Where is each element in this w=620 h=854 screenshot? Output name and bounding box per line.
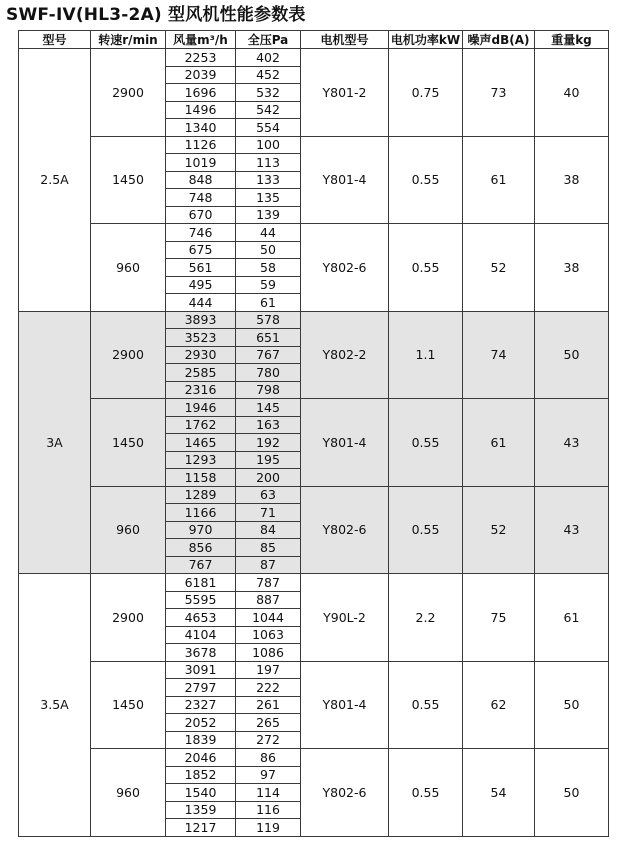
table-row <box>19 224 609 242</box>
model-cell: 3A <box>19 311 91 574</box>
pressure-cell: 532 <box>236 84 301 102</box>
power-cell: 0.55 <box>389 661 463 749</box>
pressure-cell: 222 <box>236 679 301 697</box>
table-row <box>19 749 609 767</box>
flow-cell: 4653 <box>166 609 236 627</box>
pressure-cell: 145 <box>236 399 301 417</box>
flow-cell: 561 <box>166 259 236 277</box>
header-weight: 重量kg <box>535 31 609 49</box>
motor-cell: Y802-2 <box>301 311 389 399</box>
power-cell: 0.55 <box>389 136 463 224</box>
flow-cell: 2039 <box>166 66 236 84</box>
flow-cell: 1019 <box>166 154 236 172</box>
pressure-cell: 61 <box>236 294 301 312</box>
pressure-cell: 135 <box>236 189 301 207</box>
noise-cell: 74 <box>463 311 535 399</box>
flow-cell: 2930 <box>166 346 236 364</box>
flow-cell: 675 <box>166 241 236 259</box>
flow-cell: 970 <box>166 521 236 539</box>
flow-cell: 2585 <box>166 364 236 382</box>
flow-cell: 2316 <box>166 381 236 399</box>
motor-cell: Y802-6 <box>301 749 389 837</box>
header-speed: 转速r/min <box>91 31 166 49</box>
pressure-cell: 195 <box>236 451 301 469</box>
weight-cell: 61 <box>535 574 609 662</box>
flow-cell: 1289 <box>166 486 236 504</box>
weight-cell: 40 <box>535 49 609 137</box>
power-cell: 1.1 <box>389 311 463 399</box>
flow-cell: 2052 <box>166 714 236 732</box>
speed-cell: 2900 <box>91 574 166 662</box>
pressure-cell: 798 <box>236 381 301 399</box>
flow-cell: 1293 <box>166 451 236 469</box>
flow-cell: 3091 <box>166 661 236 679</box>
noise-cell: 61 <box>463 136 535 224</box>
model-cell: 3.5A <box>19 574 91 837</box>
pressure-cell: 84 <box>236 521 301 539</box>
motor-cell: Y801-2 <box>301 49 389 137</box>
speed-cell: 960 <box>91 224 166 312</box>
table-row <box>19 486 609 504</box>
flow-cell: 1762 <box>166 416 236 434</box>
pressure-cell: 1086 <box>236 644 301 662</box>
table-row <box>19 661 609 679</box>
flow-cell: 2327 <box>166 696 236 714</box>
flow-cell: 3893 <box>166 311 236 329</box>
pressure-cell: 58 <box>236 259 301 277</box>
flow-cell: 748 <box>166 189 236 207</box>
pressure-cell: 97 <box>236 766 301 784</box>
noise-cell: 52 <box>463 486 535 574</box>
motor-cell: Y801-4 <box>301 136 389 224</box>
pressure-cell: 272 <box>236 731 301 749</box>
power-cell: 0.55 <box>389 749 463 837</box>
flow-cell: 2253 <box>166 49 236 67</box>
weight-cell: 50 <box>535 311 609 399</box>
header-row <box>19 31 609 49</box>
noise-cell: 61 <box>463 399 535 487</box>
pressure-cell: 86 <box>236 749 301 767</box>
pressure-cell: 59 <box>236 276 301 294</box>
speed-cell: 960 <box>91 486 166 574</box>
page-title: SWF-IV(HL3-2A) 型风机性能参数表 <box>6 5 306 25</box>
flow-cell: 670 <box>166 206 236 224</box>
flow-cell: 1340 <box>166 119 236 137</box>
header-noise: 噪声dB(A) <box>463 31 535 49</box>
pressure-cell: 50 <box>236 241 301 259</box>
pressure-cell: 197 <box>236 661 301 679</box>
noise-cell: 52 <box>463 224 535 312</box>
pressure-cell: 767 <box>236 346 301 364</box>
motor-cell: Y801-4 <box>301 661 389 749</box>
pressure-cell: 200 <box>236 469 301 487</box>
pressure-cell: 787 <box>236 574 301 592</box>
flow-cell: 1696 <box>166 84 236 102</box>
table-row <box>19 136 609 154</box>
pressure-cell: 542 <box>236 101 301 119</box>
flow-cell: 5595 <box>166 591 236 609</box>
flow-cell: 1465 <box>166 434 236 452</box>
flow-cell: 1166 <box>166 504 236 522</box>
pressure-cell: 63 <box>236 486 301 504</box>
pressure-cell: 100 <box>236 136 301 154</box>
flow-cell: 746 <box>166 224 236 242</box>
pressure-cell: 71 <box>236 504 301 522</box>
flow-cell: 1946 <box>166 399 236 417</box>
motor-cell: Y802-6 <box>301 486 389 574</box>
speed-cell: 2900 <box>91 49 166 137</box>
pressure-cell: 1044 <box>236 609 301 627</box>
flow-cell: 495 <box>166 276 236 294</box>
weight-cell: 50 <box>535 661 609 749</box>
pressure-cell: 402 <box>236 49 301 67</box>
weight-cell: 43 <box>535 486 609 574</box>
flow-cell: 1126 <box>166 136 236 154</box>
noise-cell: 54 <box>463 749 535 837</box>
flow-cell: 3523 <box>166 329 236 347</box>
table-body <box>19 49 609 837</box>
motor-cell: Y801-4 <box>301 399 389 487</box>
header-model: 型号 <box>19 31 91 49</box>
speed-cell: 2900 <box>91 311 166 399</box>
pressure-cell: 116 <box>236 801 301 819</box>
pressure-cell: 578 <box>236 311 301 329</box>
pressure-cell: 1063 <box>236 626 301 644</box>
power-cell: 0.55 <box>389 399 463 487</box>
flow-cell: 848 <box>166 171 236 189</box>
weight-cell: 50 <box>535 749 609 837</box>
table-row <box>19 399 609 417</box>
table-row <box>19 574 609 592</box>
pressure-cell: 113 <box>236 154 301 172</box>
flow-cell: 2797 <box>166 679 236 697</box>
flow-cell: 3678 <box>166 644 236 662</box>
power-cell: 2.2 <box>389 574 463 662</box>
noise-cell: 73 <box>463 49 535 137</box>
pressure-cell: 452 <box>236 66 301 84</box>
flow-cell: 767 <box>166 556 236 574</box>
weight-cell: 38 <box>535 224 609 312</box>
pressure-cell: 119 <box>236 819 301 837</box>
flow-cell: 1359 <box>166 801 236 819</box>
pressure-cell: 651 <box>236 329 301 347</box>
flow-cell: 1496 <box>166 101 236 119</box>
noise-cell: 62 <box>463 661 535 749</box>
speed-cell: 1450 <box>91 399 166 487</box>
noise-cell: 75 <box>463 574 535 662</box>
pressure-cell: 780 <box>236 364 301 382</box>
performance-table <box>18 30 609 837</box>
weight-cell: 38 <box>535 136 609 224</box>
header-pressure: 全压Pa <box>236 31 301 49</box>
weight-cell: 43 <box>535 399 609 487</box>
flow-cell: 6181 <box>166 574 236 592</box>
speed-cell: 1450 <box>91 661 166 749</box>
model-cell: 2.5A <box>19 49 91 312</box>
speed-cell: 1450 <box>91 136 166 224</box>
header-power: 电机功率kW <box>389 31 463 49</box>
header-flow: 风量m³/h <box>166 31 236 49</box>
motor-cell: Y802-6 <box>301 224 389 312</box>
flow-cell: 1158 <box>166 469 236 487</box>
speed-cell: 960 <box>91 749 166 837</box>
power-cell: 0.55 <box>389 224 463 312</box>
pressure-cell: 114 <box>236 784 301 802</box>
table-row <box>19 311 609 329</box>
flow-cell: 1217 <box>166 819 236 837</box>
header-motor: 电机型号 <box>301 31 389 49</box>
flow-cell: 1540 <box>166 784 236 802</box>
power-cell: 0.75 <box>389 49 463 137</box>
flow-cell: 444 <box>166 294 236 312</box>
pressure-cell: 887 <box>236 591 301 609</box>
flow-cell: 4104 <box>166 626 236 644</box>
table-row <box>19 49 609 67</box>
power-cell: 0.55 <box>389 486 463 574</box>
pressure-cell: 133 <box>236 171 301 189</box>
pressure-cell: 163 <box>236 416 301 434</box>
flow-cell: 1839 <box>166 731 236 749</box>
pressure-cell: 261 <box>236 696 301 714</box>
pressure-cell: 139 <box>236 206 301 224</box>
pressure-cell: 192 <box>236 434 301 452</box>
motor-cell: Y90L-2 <box>301 574 389 662</box>
flow-cell: 2046 <box>166 749 236 767</box>
pressure-cell: 85 <box>236 539 301 557</box>
pressure-cell: 44 <box>236 224 301 242</box>
flow-cell: 1852 <box>166 766 236 784</box>
pressure-cell: 87 <box>236 556 301 574</box>
flow-cell: 856 <box>166 539 236 557</box>
pressure-cell: 265 <box>236 714 301 732</box>
pressure-cell: 554 <box>236 119 301 137</box>
